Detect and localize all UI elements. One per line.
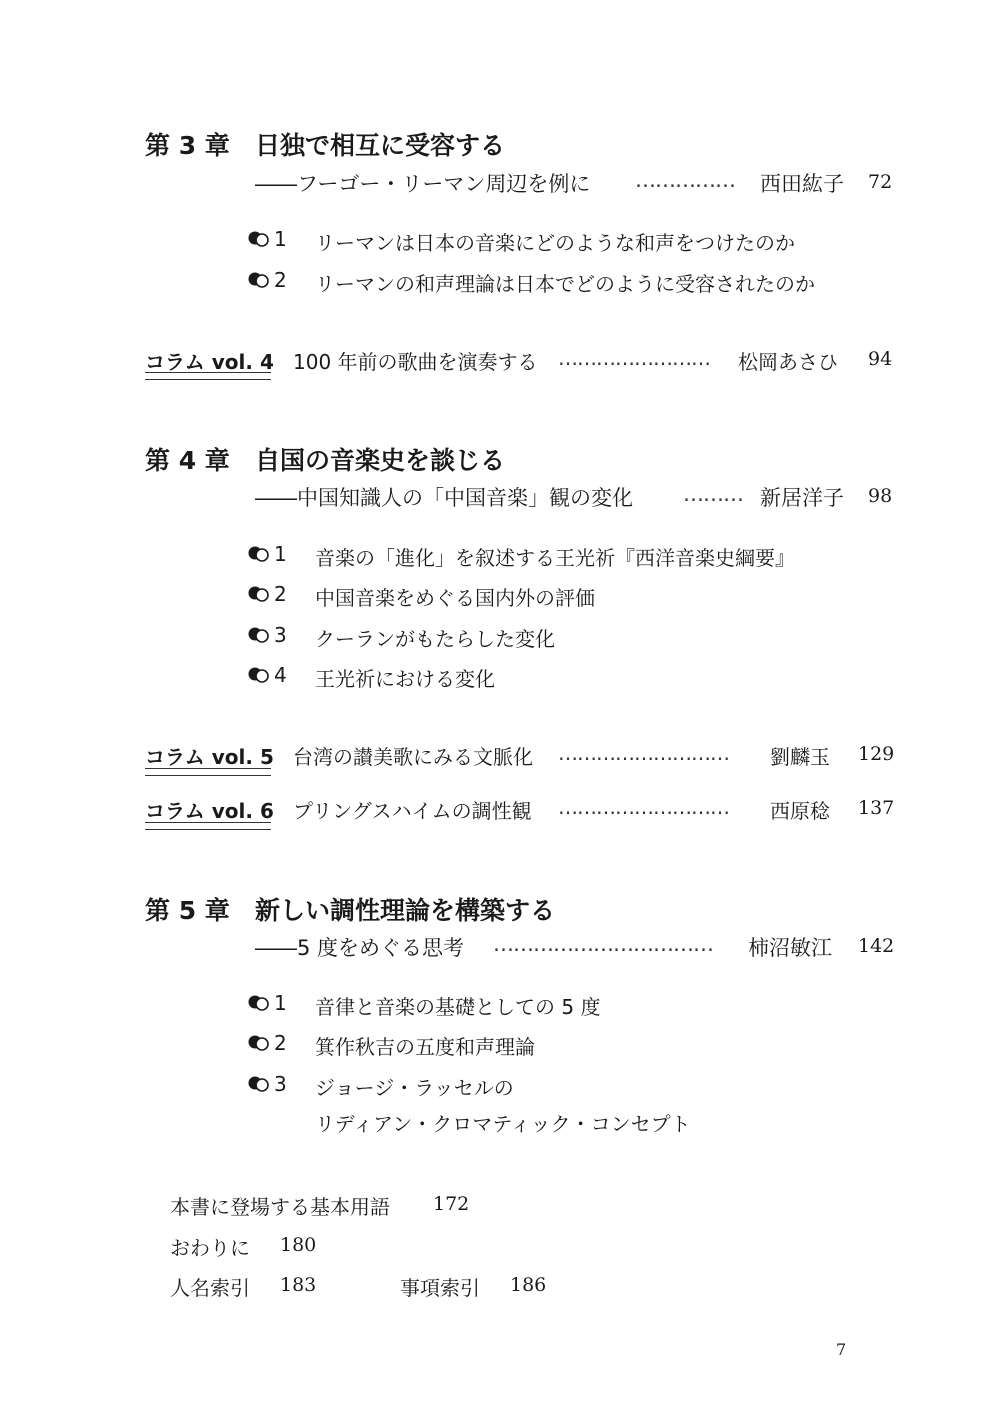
glossary-label: 本書に登場する基本用語: [170, 1195, 390, 1219]
chapter-label: 第 4 章: [145, 446, 230, 475]
subject-index-page: 186: [510, 1274, 547, 1296]
column-label: コラム vol. 5: [145, 745, 274, 769]
chapter-title: 日独で相互に受容する: [255, 131, 506, 160]
section-title: 箕作秋吉の五度和声理論: [315, 1035, 535, 1059]
section-number: 3: [274, 1072, 287, 1096]
section-number: 2: [274, 268, 287, 292]
section-bullet-icon: [248, 666, 270, 684]
section-number: 1: [274, 542, 287, 566]
chapter-subtitle: ――5 度をめぐる思考: [255, 936, 465, 960]
chapter-page: 72: [868, 171, 893, 193]
name-index-page: 183: [280, 1274, 317, 1296]
chapter-page: 142: [858, 935, 895, 957]
chapter-page: 98: [868, 485, 893, 507]
afterword-label: おわりに: [170, 1236, 250, 1260]
section-item: [248, 991, 287, 1015]
column-underline: [145, 822, 271, 830]
column-page: 137: [858, 797, 895, 819]
section-title: クーランがもたらした変化: [315, 627, 555, 651]
leader-dots: ……………………………: [493, 932, 713, 956]
section-item: [248, 663, 287, 687]
column-title: 台湾の讃美歌にみる文脈化: [293, 745, 533, 769]
section-number: 1: [274, 227, 287, 251]
glossary-page: 172: [433, 1193, 470, 1215]
column-author: 劉麟玉: [770, 745, 830, 769]
section-bullet-icon: [248, 271, 270, 289]
chapter-author: 柿沼敏江: [748, 936, 832, 960]
column-page: 129: [858, 743, 895, 765]
column-underline: [145, 768, 271, 776]
section-bullet-icon: [248, 1075, 270, 1093]
leader-dots: ……………: [635, 168, 735, 192]
section-bullet-icon: [248, 994, 270, 1012]
section-item: [248, 268, 287, 292]
section-number: 3: [274, 623, 287, 647]
section-item: [248, 582, 287, 606]
section-title: 王光祈における変化: [315, 667, 495, 691]
leader-dots: ………………………: [558, 741, 729, 765]
section-number: 2: [274, 582, 287, 606]
subject-index-label: 事項索引: [400, 1276, 480, 1300]
column-author: 松岡あさひ: [738, 350, 838, 374]
column-title: プリングスハイムの調性観: [293, 799, 532, 823]
chapter-subtitle: ――フーゴー・リーマン周辺を例に: [255, 172, 591, 196]
afterword-page: 180: [280, 1234, 317, 1256]
leader-dots: ……………………: [558, 346, 710, 370]
leader-dots: ………………………: [558, 795, 729, 819]
leader-dots: ………: [683, 482, 743, 506]
section-item: [248, 1031, 287, 1055]
section-title: リーマンの和声理論は日本でどのように受容されたのか: [315, 272, 815, 296]
section-title: 音楽の「進化」を叙述する王光祈『西洋音楽史綱要』: [315, 546, 795, 570]
chapter-author: 西田紘子: [760, 172, 844, 196]
section-title: リーマンは日本の音楽にどのような和声をつけたのか: [315, 231, 795, 255]
section-bullet-icon: [248, 1034, 270, 1052]
section-number: 2: [274, 1031, 287, 1055]
section-item: [248, 227, 287, 251]
section-title-continued: リディアン・クロマティック・コンセプト: [315, 1112, 691, 1136]
chapter-title: 自国の音楽史を談じる: [255, 446, 506, 475]
section-number: 1: [274, 991, 287, 1015]
section-title: 音律と音楽の基礎としての 5 度: [315, 995, 601, 1019]
page-number: 7: [836, 1340, 847, 1359]
section-item: [248, 1072, 287, 1096]
chapter-subtitle: ――中国知識人の「中国音楽」観の変化: [255, 486, 633, 510]
section-bullet-icon: [248, 585, 270, 603]
chapter-label: 第 3 章: [145, 131, 230, 160]
section-bullet-icon: [248, 545, 270, 563]
chapter-title: 新しい調性理論を構築する: [255, 896, 556, 925]
section-item: [248, 542, 287, 566]
column-author: 西原稔: [770, 799, 830, 823]
section-bullet-icon: [248, 230, 270, 248]
chapter-author: 新居洋子: [760, 486, 844, 510]
section-title: ジョージ・ラッセルの: [315, 1076, 514, 1100]
section-number: 4: [274, 663, 287, 687]
name-index-label: 人名索引: [170, 1276, 250, 1300]
chapter-label: 第 5 章: [145, 896, 230, 925]
column-label: コラム vol. 4: [145, 350, 274, 374]
section-item: [248, 623, 287, 647]
column-title: 100 年前の歌曲を演奏する: [293, 350, 538, 374]
column-label: コラム vol. 6: [145, 799, 274, 823]
column-underline: [145, 372, 271, 380]
section-title: 中国音楽をめぐる国内外の評価: [315, 586, 595, 610]
column-page: 94: [868, 348, 893, 370]
section-bullet-icon: [248, 626, 270, 644]
